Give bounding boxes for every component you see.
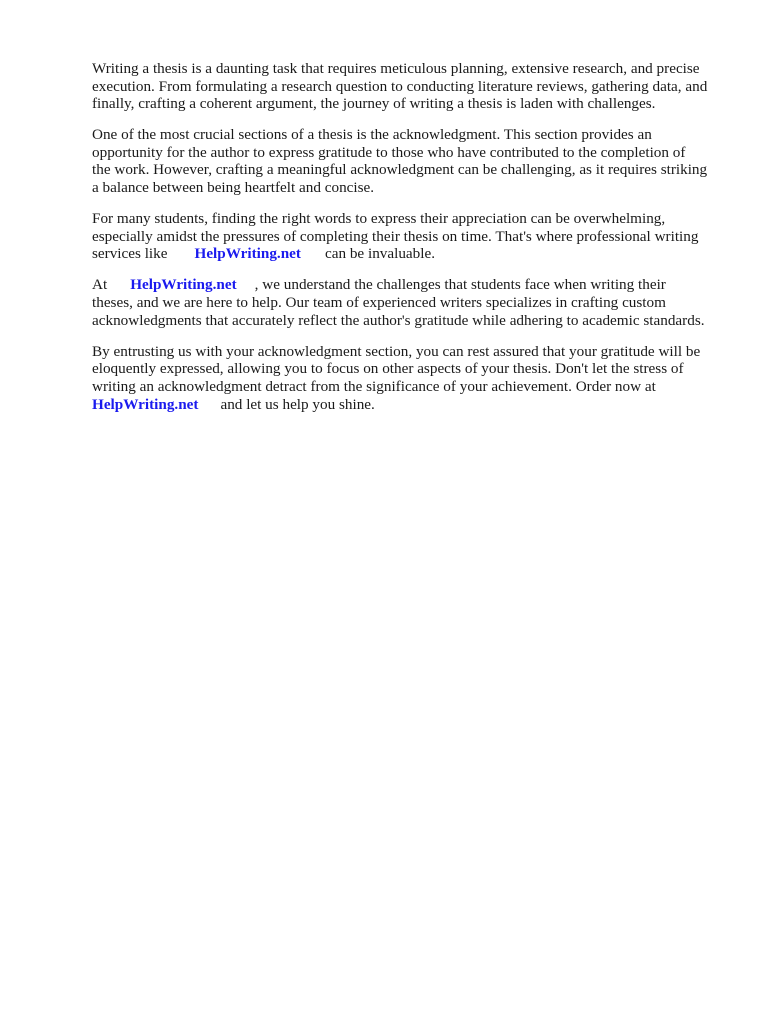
paragraph-line: a balance between being heartfelt and concise.: [92, 179, 375, 197]
paragraph-line: eloquently expressed, allowing you to focus on other aspects of your thesis. Don't let the stress of: [92, 360, 684, 378]
paragraph-line: For many students, finding the right words to express their appreciation can be overwhelming,: [92, 210, 666, 228]
paragraph-line: By entrusting us with your acknowledgment section, you can rest assured that your gratitude will be: [92, 342, 701, 360]
paragraph-closing: [92, 343, 732, 413]
line-text: can be invaluable.: [324, 245, 436, 263]
paragraph-line: writing an acknowledgment detract from the significance of your achievement. Order now at: [92, 377, 656, 395]
paragraph-acknowledgment: [92, 126, 732, 196]
paragraph-line: theses, and we are here to help. Our team of experienced writers specializes in crafting custom: [92, 294, 666, 312]
paragraph-line: [92, 245, 732, 263]
helpwriting-link[interactable]: HelpWriting.net: [130, 276, 237, 294]
paragraph-line: especially amidst the pressures of completing their thesis on time. That's where professional writing: [92, 227, 699, 245]
paragraph-line: One of the most crucial sections of a thesis is the acknowledgment. This section provides an: [92, 126, 652, 144]
helpwriting-link[interactable]: HelpWriting.net: [194, 245, 301, 263]
helpwriting-link[interactable]: HelpWriting.net: [92, 395, 199, 413]
line-text: , we understand the challenges that students face when writing their: [254, 276, 666, 294]
paragraph-students: [92, 210, 732, 263]
line-text: and let us help you shine.: [220, 395, 375, 413]
paragraph-line: [92, 276, 732, 294]
paragraph-line: opportunity for the author to express gratitude to those who have contributed to the completion of: [92, 143, 686, 161]
paragraph-line: acknowledgments that accurately reflect the author's gratitude while adhering to academic standards.: [92, 311, 705, 329]
paragraph-line: execution. From formulating a research question to conducting literature reviews, gathering data, and: [92, 77, 708, 95]
paragraph-line: [92, 396, 732, 414]
document-body: [92, 60, 732, 427]
line-text: services like: [92, 245, 168, 263]
paragraph-service: [92, 276, 732, 329]
paragraph-line: the work. However, crafting a meaningful acknowledgment can be challenging, as it requires striking: [92, 161, 708, 179]
paragraph-line: Writing a thesis is a daunting task that requires meticulous planning, extensive research, and precise: [92, 60, 700, 77]
line-text: At: [92, 276, 108, 294]
paragraph-intro: [92, 60, 732, 113]
paragraph-line: finally, crafting a coherent argument, the journey of writing a thesis is laden with challenges.: [92, 95, 656, 113]
